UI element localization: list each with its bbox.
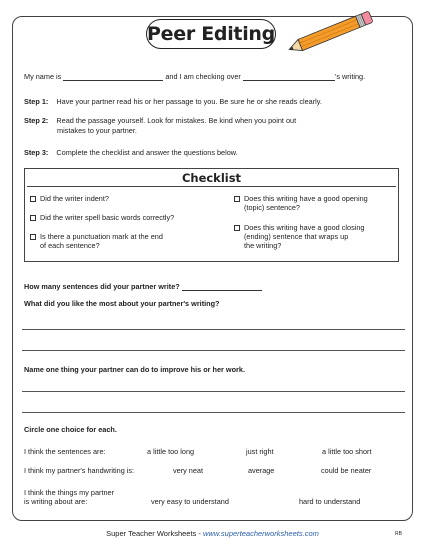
checkbox-spelling[interactable] xyxy=(30,215,36,221)
question-text: How many sentences did your partner write? xyxy=(24,282,180,291)
checkbox-closing[interactable] xyxy=(234,225,240,231)
step-1: Step 1: Have your partner read his or her passage to you. Be sure he or she reads clearly. xyxy=(24,97,322,106)
choice-easy-to-understand[interactable]: very easy to understand xyxy=(151,497,229,506)
checkbox-punctuation[interactable] xyxy=(30,234,36,240)
circle-prompt-topic: I think the things my partner xyxy=(24,488,115,497)
step-label: Step 1 xyxy=(24,97,46,106)
choice-too-short[interactable]: a little too short xyxy=(322,447,372,456)
step-label: Step 2 xyxy=(24,116,46,125)
step-label: Step 3 xyxy=(24,148,46,157)
checklist-item-opening: Does this writing have a good opening xyxy=(244,194,368,203)
circle-heading: Circle one choice for each. xyxy=(24,425,117,434)
pencil-icon xyxy=(280,8,380,58)
answer-line[interactable] xyxy=(22,350,405,351)
checklist-item-punctuation: Is there a punctuation mark at the end xyxy=(40,232,163,241)
circle-prompt-topic-cont: is writing about are: xyxy=(24,497,88,506)
checklist-item-closing-cont: (ending) sentence that wraps up xyxy=(244,232,349,241)
step-text: Read the passage yourself. Look for mistakes. Be kind when you point out xyxy=(56,116,297,125)
checklist-item-spelling: Did the writer spell basic words correctly? xyxy=(40,213,175,222)
step-2-continued: mistakes to your partner. xyxy=(57,126,137,135)
checklist-item-closing: Does this writing have a good closing xyxy=(244,223,365,232)
checklist-item-indent: Did the writer indent? xyxy=(40,194,109,203)
choice-average[interactable]: average xyxy=(248,466,275,475)
checklist-box xyxy=(24,168,399,262)
circle-prompt-handwriting: I think my partner's handwriting is: xyxy=(24,466,135,475)
question-liked-most: What did you like the most about your partner's writing? xyxy=(24,299,220,308)
question-improve: Name one thing your partner can do to improve his or her work. xyxy=(24,365,245,374)
step-3: Step 3: Complete the checklist and answer the questions below. xyxy=(24,148,238,157)
footer-url[interactable]: www.superteacherworksheets.com xyxy=(202,529,319,538)
circle-prompt-sentences: I think the sentences are: xyxy=(24,447,106,456)
step-2: Step 2: Read the passage yourself. Look for mistakes. Be kind when you point out xyxy=(24,116,297,125)
step-text: Complete the checklist and answer the questions below. xyxy=(56,148,238,157)
answer-line[interactable] xyxy=(22,391,405,392)
title-banner xyxy=(146,19,276,49)
answer-line[interactable] xyxy=(22,329,405,330)
checkbox-opening[interactable] xyxy=(234,196,240,202)
footer xyxy=(0,529,425,538)
sentence-count-blank[interactable] xyxy=(182,283,262,291)
page-title: Peer Editing xyxy=(147,23,275,45)
checkbox-indent[interactable] xyxy=(30,196,36,202)
name-line xyxy=(24,72,365,81)
checklist-title: Checklist xyxy=(181,171,242,185)
footer-separator: - xyxy=(196,529,203,538)
checklist-item-closing-cont2: the writing? xyxy=(244,241,282,250)
worksheet-code: RB xyxy=(395,531,402,537)
choice-hard-to-understand[interactable]: hard to understand xyxy=(299,497,361,506)
name-prefix: My name is xyxy=(24,72,62,81)
choice-could-be-neater[interactable]: could be neater xyxy=(321,466,372,475)
choice-very-neat[interactable]: very neat xyxy=(173,466,204,475)
checklist-divider xyxy=(27,186,396,187)
checklist-item-opening-cont: (topic) sentence? xyxy=(244,203,300,212)
partner-name-blank[interactable] xyxy=(243,73,335,81)
choice-just-right[interactable]: just right xyxy=(246,447,274,456)
answer-line[interactable] xyxy=(22,412,405,413)
worksheet-border xyxy=(12,16,413,521)
writer-name-blank[interactable] xyxy=(63,73,163,81)
choice-too-long[interactable]: a little too long xyxy=(147,447,195,456)
step-text: Have your partner read his or her passage to you. Be sure he or she reads clearly. xyxy=(56,97,322,106)
name-suffix: ’s writing. xyxy=(334,72,366,81)
question-sentence-count xyxy=(24,282,262,291)
footer-brand: Super Teacher Worksheets xyxy=(106,529,197,538)
checklist-item-punctuation-cont: of each sentence? xyxy=(40,241,100,250)
name-middle: and I am checking over xyxy=(165,72,241,81)
